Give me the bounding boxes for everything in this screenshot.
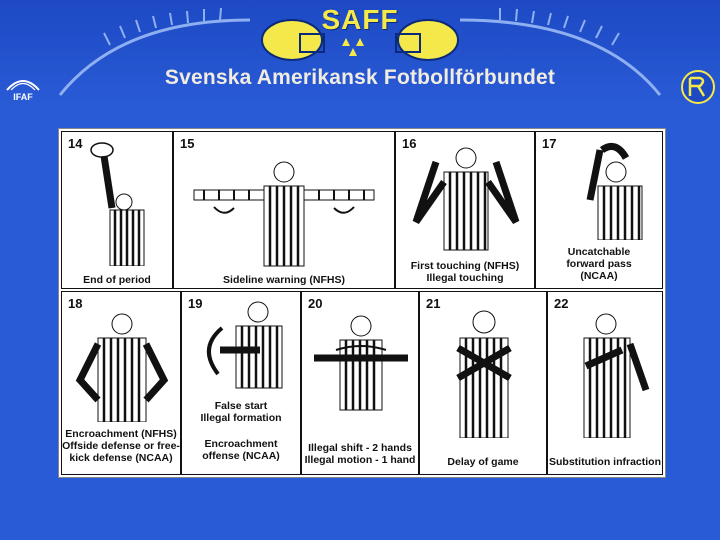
referee-figure-icon [434, 308, 534, 438]
signal-card-20 [301, 291, 419, 475]
signal-card-21 [419, 291, 547, 475]
signal-card-19 [181, 291, 301, 475]
signal-caption: First touching (NFHS) Illegal touching [410, 260, 520, 284]
signal-card-22 [547, 291, 663, 475]
referee-figure-icon [196, 298, 296, 398]
signal-number: 20 [308, 296, 323, 311]
signal-caption: False start Illegal formation Encroachment offense (NCAA) [200, 400, 282, 462]
signal-number: 21 [426, 296, 441, 311]
signal-number: 17 [542, 136, 557, 151]
referee-figure-icon [406, 142, 526, 252]
signal-caption: Uncatchable forward pass (NCAA) [566, 246, 632, 282]
signal-number: 16 [402, 136, 417, 151]
signal-number: 15 [180, 136, 195, 151]
referee-figure-icon [72, 310, 172, 422]
saff-logo-text: SAFF [321, 4, 399, 35]
signal-caption: Encroachment (NFHS) Offside defense or free- kick defense (NCAA) [62, 428, 180, 464]
org-name: Svenska Amerikansk Fotbollförbundet [164, 66, 556, 89]
signal-card-16 [395, 131, 535, 289]
referee-figure-icon [184, 152, 384, 267]
referee-signals-chart [58, 128, 666, 478]
signal-number: 18 [68, 296, 83, 311]
signal-caption: Sideline warning (NFHS) [223, 274, 345, 286]
ifaf-logo-text: IFAF [13, 92, 33, 102]
signal-caption: Delay of game [447, 456, 519, 468]
referee-figure-icon [566, 310, 652, 438]
referee-figure-icon [306, 312, 416, 412]
signal-number: 22 [554, 296, 569, 311]
signal-number: 19 [188, 296, 203, 311]
signal-caption: Substitution infraction [549, 456, 661, 468]
signal-caption: Illegal shift - 2 hands Illegal motion - 1 hand [304, 442, 416, 466]
three-crowns-icon [342, 38, 364, 56]
ifaf-logo-icon [3, 72, 43, 102]
referee-figure-icon [84, 138, 154, 266]
federation-emblem-icon [680, 68, 716, 106]
signal-card-17 [535, 131, 663, 289]
signal-number: 14 [68, 136, 83, 151]
signal-card-15 [173, 131, 395, 289]
signal-caption: End of period [83, 274, 151, 286]
referee-figure-icon [576, 140, 656, 240]
signal-card-18 [61, 291, 181, 475]
signal-card-14 [61, 131, 173, 289]
header-banner [0, 0, 720, 110]
